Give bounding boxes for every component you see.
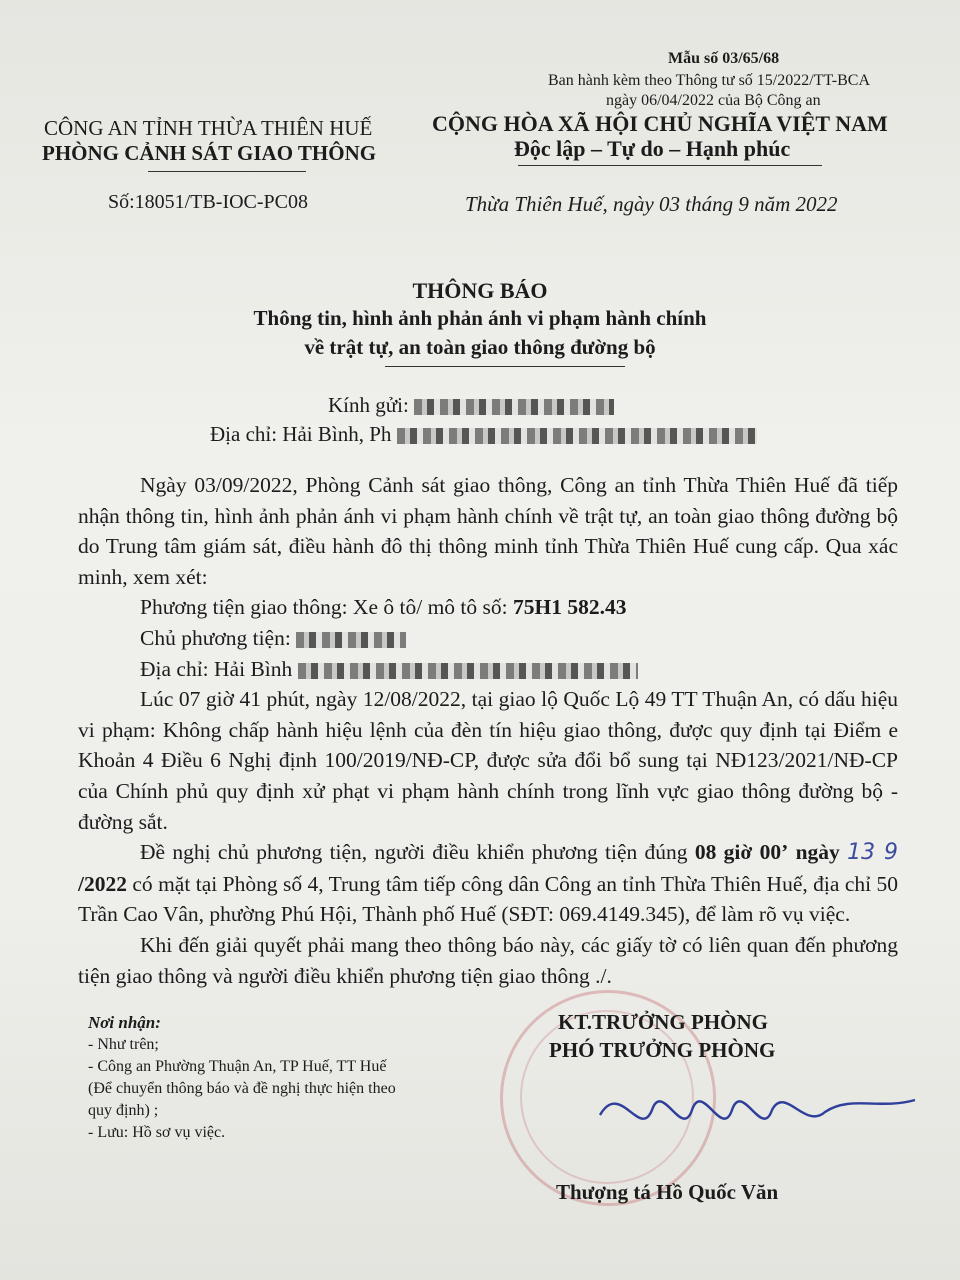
recipient-address-line: [210, 422, 757, 447]
recipient-item: (Để chuyển thông báo và đề nghị thực hiện theo: [88, 1080, 396, 1097]
recipient-line: [328, 393, 614, 418]
recipient-item: - Công an Phường Thuận An, TP Huế, TT Huế: [88, 1058, 387, 1075]
place-and-date: Thừa Thiên Huế, ngày 03 tháng 9 năm 2022: [465, 192, 838, 216]
recipient-label: Kính gửi:: [328, 393, 409, 417]
owner-address-label: Địa chỉ: Hải Bình: [140, 656, 293, 681]
summons-year: /2022: [78, 871, 127, 896]
recipient-item: quy định) ;: [88, 1102, 159, 1119]
redacted-owner-address: [298, 663, 638, 679]
paragraph-receipt: Ngày 03/09/2022, Phòng Cảnh sát giao thông, Công an tỉnh Thừa Thiên Huế đã tiếp nhận thông tin, hình ảnh phản ánh vi phạm hành chính về trật tự, an toàn giao thông đường bộ do Trung tâm giám sát, điều hành đô thị thông minh tỉnh Thừa Thiên Huế cung cấp. Qua xác minh, xem xét:: [78, 473, 898, 589]
owner-line: [78, 623, 898, 654]
paragraph-instructions: Khi đến giải quyết phải mang theo thông báo này, các giấy tờ có liên quan đến phương tiện giao thông và người điều khiển phương tiện giao thông ./.: [78, 932, 898, 988]
summons-text-b: có mặt tại Phòng số 4, Trung tâm tiếp công dân Công an tỉnh Thừa Thiên Huế, địa chỉ 50 Trần Cao Vân, phường Phú Hội, Thành phố Huế (SĐT: 069.4149.345), để làm rõ vụ việc.: [78, 871, 898, 927]
document-number: Số:18051/TB-IOC-PC08: [108, 191, 309, 213]
license-plate: 75H1 582.43: [513, 595, 627, 620]
department-name: PHÒNG CẢNH SÁT GIAO THÔNG: [42, 141, 377, 165]
summons-day-label: ngày: [795, 840, 840, 865]
redacted-recipient-address: [397, 428, 757, 444]
recipient-item: - Như trên;: [88, 1036, 159, 1053]
recipient-item: - Lưu: Hồ sơ vụ việc.: [88, 1124, 226, 1141]
title-rule: [385, 366, 625, 367]
signatory-name: Thượng tá Hồ Quốc Văn: [556, 1180, 779, 1204]
handwritten-signature: [590, 1070, 920, 1150]
signatory-title-2: PHÓ TRƯỞNG PHÒNG: [549, 1038, 776, 1062]
title-line-1: Thông tin, hình ảnh phản ánh vi phạm hành chính: [253, 306, 707, 330]
handwritten-date: 13 9: [847, 840, 899, 866]
summons-text-a: Đề nghị chủ phương tiện, người điều khiển phương tiện đúng: [140, 840, 695, 865]
title-line-2: về trật tự, an toàn giao thông đường bộ: [304, 335, 656, 359]
vehicle-line: [78, 592, 898, 623]
country-name: CỘNG HÒA XÃ HỘI CHỦ NGHĨA VIỆT NAM: [432, 111, 888, 136]
paragraph-violation: Lúc 07 giờ 41 phút, ngày 12/08/2022, tại giao lộ Quốc Lộ 49 TT Thuận An, có dấu hiệu vi phạm: Không chấp hành hiệu lệnh của đèn tín hiệu giao thông, được quy định tại Điểm e Khoản 4 Điều 6 Nghị định 100/2019/NĐ-CP, được sửa đổi bổ sung tại NĐ123/2021/NĐ-CP của Chính phủ quy định xử phạt vi phạm hành chính trong lĩnh vực giao thông đường bộ - đường sắt.: [78, 687, 898, 834]
owner-label: Chủ phương tiện:: [140, 625, 291, 650]
recipient-address-label: Địa chỉ: Hải Bình, Ph: [210, 422, 392, 446]
vehicle-label: Phương tiện giao thông: Xe ô tô/ mô tô số:: [140, 595, 513, 620]
recipients-list: [88, 1012, 396, 1144]
redacted-owner-name: [296, 632, 406, 648]
form-number: Mẫu số 03/65/68: [668, 50, 780, 67]
document-title: THÔNG BÁO: [412, 278, 548, 303]
left-header-rule: [148, 171, 306, 172]
owner-address-line: [78, 654, 898, 685]
right-header-rule: [518, 165, 822, 166]
body-text: [78, 470, 898, 991]
signatory-title-1: KT.TRƯỞNG PHÒNG: [558, 1010, 768, 1034]
paragraph-summons: [78, 837, 898, 930]
national-motto: Độc lập – Tự do – Hạnh phúc: [514, 136, 791, 161]
summons-time: 08 giờ 00’: [694, 840, 789, 865]
form-issued-date: ngày 06/04/2022 của Bộ Công an: [606, 92, 821, 109]
agency-name: CÔNG AN TỈNH THỪA THIÊN HUẾ: [44, 116, 373, 140]
recipients-label: Nơi nhận:: [88, 1013, 161, 1032]
form-issued-with: Ban hành kèm theo Thông tư số 15/2022/TT-BCA: [548, 72, 870, 89]
redacted-recipient-name: [414, 399, 614, 415]
